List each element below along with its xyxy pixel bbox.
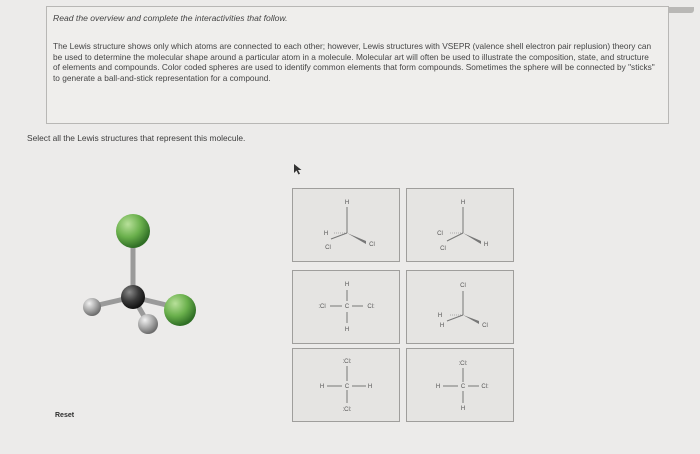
hydrogen-atom — [138, 314, 158, 334]
overview-heading: Read the overview and complete the interactivities that follow. — [53, 13, 288, 23]
atom-label: H — [460, 200, 466, 206]
answer-options-grid — [292, 188, 518, 425]
chlorine-atom — [116, 214, 150, 248]
atom-label: H — [437, 313, 443, 319]
atom-label: H — [344, 200, 350, 206]
atom-label: :Cl — [318, 304, 326, 310]
atom-label: H — [344, 327, 350, 333]
atom-label: H — [439, 323, 445, 329]
atom-label: Cl — [369, 242, 375, 248]
atom-label: C — [344, 304, 350, 310]
atom-label: Cl — [482, 323, 488, 329]
option-d[interactable] — [406, 270, 514, 344]
atom-label: H — [344, 282, 350, 288]
lewis-structure-d — [407, 271, 515, 345]
atom-label: Cl: — [481, 384, 489, 390]
lewis-structure-f — [407, 349, 515, 423]
lewis-structure-c — [293, 271, 401, 345]
chlorine-atom — [164, 294, 196, 326]
atom-label: Cl — [460, 283, 466, 289]
atom-label: :Cl: — [342, 407, 352, 413]
option-c[interactable] — [292, 270, 400, 344]
mouse-cursor-icon — [293, 163, 303, 175]
hydrogen-atom — [83, 298, 101, 316]
atom-label: :Cl: — [342, 359, 352, 365]
toolbar-tab-right[interactable] — [666, 7, 694, 13]
atom-label: Cl — [440, 246, 446, 252]
lewis-structure-a — [293, 189, 401, 263]
overview-text: The Lewis structure shows only which atoms are connected to each other; however, Lewis structures with VSEPR (valence shell electron pair replusion) theory can be used to determine the molecular shape around a particular atom in a molecule. Molecular art will often be used to illustrate the composition, state, and structure of elements and compounds. Color coded spheres are used to identify common elements that form compounds. Sometimes the sphere will be connected by "sticks" to generate a ball-and-stick representation for a compound. — [53, 41, 655, 83]
atom-label: H — [483, 242, 489, 248]
lewis-structure-e — [293, 349, 401, 423]
atom-label: H — [319, 384, 325, 390]
option-b[interactable] — [406, 188, 514, 262]
atom-label: H — [460, 406, 466, 412]
overview-panel — [46, 6, 669, 124]
atom-label: C — [460, 384, 466, 390]
question-instruction: Select all the Lewis structures that represent this molecule. — [27, 133, 246, 143]
atom-label: Cl: — [367, 304, 375, 310]
carbon-atom — [121, 285, 145, 309]
atom-label: Cl — [325, 245, 331, 251]
reset-button[interactable]: Reset — [55, 412, 75, 419]
atom-label: H — [367, 384, 373, 390]
option-e[interactable] — [292, 348, 400, 422]
atom-label: C — [344, 384, 350, 390]
option-a[interactable] — [292, 188, 400, 262]
atom-label: H — [323, 231, 329, 237]
ball-and-stick-model — [75, 207, 205, 337]
atom-label: H — [435, 384, 441, 390]
option-f[interactable] — [406, 348, 514, 422]
atom-label: Cl — [437, 231, 443, 237]
lewis-structure-b — [407, 189, 515, 263]
atom-label: :Cl: — [458, 361, 468, 367]
